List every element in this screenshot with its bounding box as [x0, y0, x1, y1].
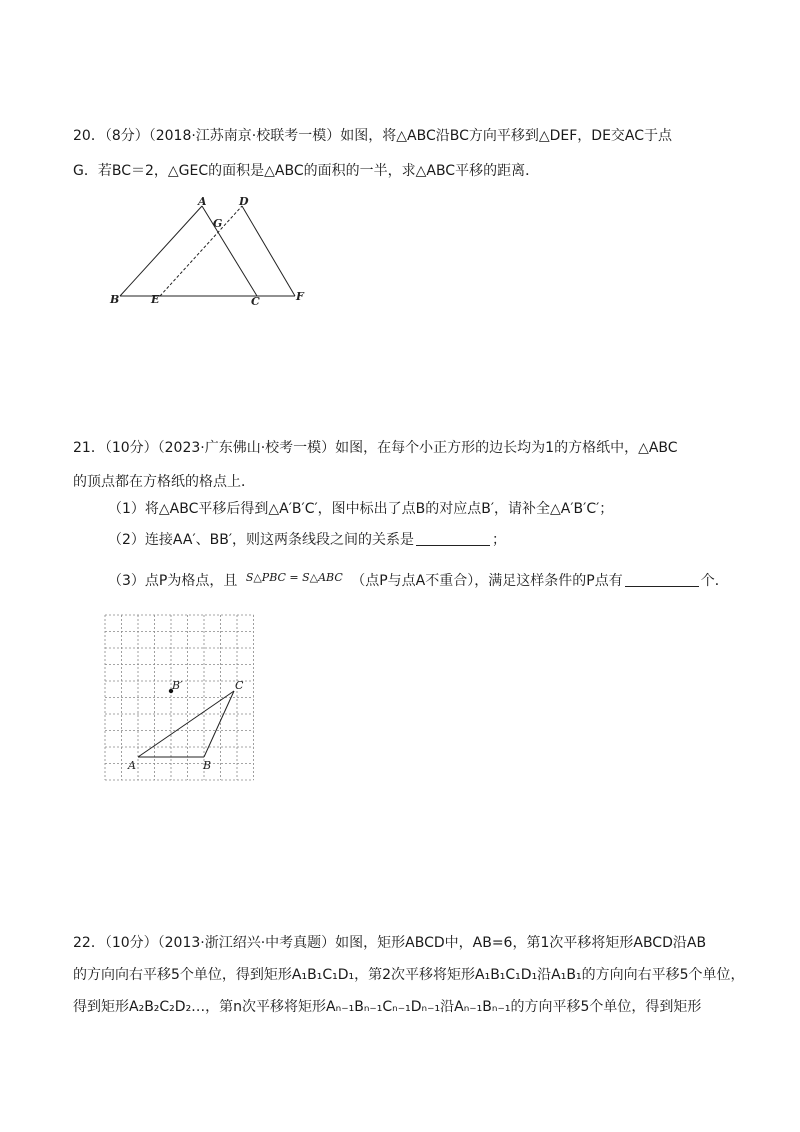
q21-part3-text: （3）点P为格点，且 [108, 573, 238, 589]
q22-text-line1: 22．（10分）（2013·浙江绍兴·中考真题）如图，矩形ABCD中，AB=6，第1次平移将矩形ABCD沿AB [73, 935, 707, 951]
q21-part2 [108, 530, 506, 550]
q21-part3 [108, 568, 729, 591]
q22-text-line2: 的方向向右平移5个单位，得到矩形A₁B₁C₁D₁，第2次平移将矩形A₁B₁C₁D₁沿A₁B₁的方向向右平移5个单位， [73, 967, 745, 983]
label-C: C [251, 295, 260, 308]
q21-part1: （1）将△ABC平移后得到△A′B′C′，图中标出了点B的对应点B′，请补全△A′B′C′； [108, 501, 614, 517]
grid-label-B: B [203, 759, 212, 772]
q21-part3-end: 个． [700, 573, 729, 589]
q21-part2-end: ； [492, 532, 507, 548]
q20-text-line2: G．若BC＝2，△GEC的面积是△ABC的面积的一半，求△ABC平移的距离． [73, 163, 540, 179]
grid-label-A: A [128, 759, 136, 772]
grid-label-C: C [235, 679, 244, 692]
label-B: B [110, 293, 120, 306]
q21-grid-figure [100, 610, 260, 780]
q21-part3-text2: （点P与点A不重合），满足这样条件的P点有 [351, 573, 623, 589]
q21-text-line2: 的顶点都在方格纸的格点上． [73, 474, 255, 490]
q21-part2-text: （2）连接AA′、BB′，则这两条线段之间的关系是 [108, 532, 415, 548]
q20-triangle-figure [108, 195, 308, 310]
q20-text-line1: 20．（8分）（2018·江苏南京·校联考一模）如图，将△ABC沿BC方向平移到△DEF，DE交AC于点 [73, 128, 673, 144]
label-E: E [151, 293, 160, 306]
q21-text-line1: 21．（10分）（2023·广东佛山·校考一模）如图，在每个小正方形的边长均为1的方格纸中，△ABC [73, 440, 678, 456]
label-G: G [213, 217, 223, 230]
q21-area-formula: S△PBC = S△ABC [245, 571, 343, 584]
label-A: A [198, 195, 207, 208]
label-F: F [296, 290, 304, 303]
q22-text-line3: 得到矩形A₂B₂C₂D₂…，第n次平移将矩形Aₙ₋₁Bₙ₋₁Cₙ₋₁Dₙ₋₁沿Aₙ₋₁Bₙ₋₁的方向平移5个单位，得到矩形 [73, 999, 702, 1015]
grid-label-B-prime: B′ [172, 679, 183, 692]
q21-part3-answer-blank[interactable] [625, 572, 699, 587]
label-D: D [239, 195, 249, 208]
q21-part2-answer-blank[interactable] [416, 531, 490, 546]
